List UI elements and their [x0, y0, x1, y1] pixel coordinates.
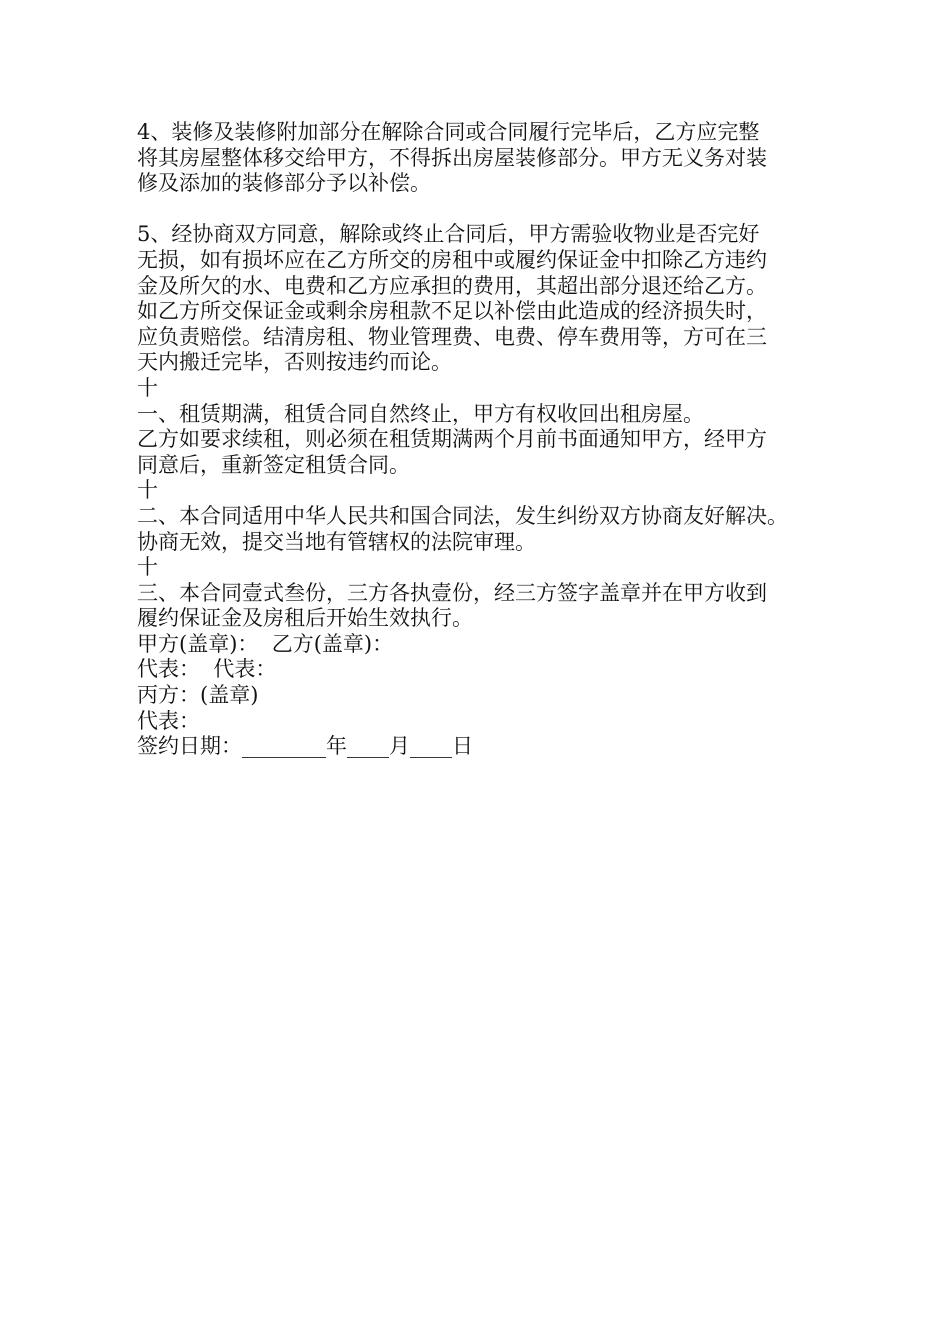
clause-13-line: 履约保证金及房租后开始生效执行。: [137, 606, 473, 631]
clause-12-line: 协商无效，提交当地有管辖权的法院审理。: [137, 529, 536, 554]
signature-representative-c: 代表：: [137, 708, 200, 733]
clause-12: [137, 478, 827, 555]
paragraph-gap: [137, 197, 827, 223]
signature-party-c: 丙方：(盖章): [137, 683, 259, 708]
signature-block: [137, 632, 827, 760]
clause-5-line: 如乙方所交保证金或剩余房租款不足以补偿由此造成的经济损失时，: [137, 299, 767, 324]
clause-5-line: 天内搬迁完毕，否则按违约而论。: [137, 350, 452, 375]
clause-11-line: 同意后，重新签定租赁合同。: [137, 452, 410, 477]
clause-13-line: 三、本合同壹式叁份，三方各执壹份，经三方签字盖章并在甲方收到: [137, 580, 767, 605]
clause-5: [137, 222, 827, 376]
signature-representatives: 代表： 代表：: [137, 657, 277, 682]
contract-body: [137, 120, 827, 760]
signing-date: 签约日期：________年____月____日: [137, 734, 473, 759]
clause-5-line: 应负责赔偿。结清房租、物业管理费、电费、停车费用等，方可在三: [137, 324, 767, 349]
clause-4-line: 修及添加的装修部分予以补偿。: [137, 171, 431, 196]
clause-4: [137, 120, 827, 197]
clause-13: [137, 555, 827, 632]
signature-party-a-b: 甲方(盖章)： 乙方(盖章)：: [137, 631, 394, 656]
clause-11-line: 十: [137, 375, 158, 400]
clause-5-line: 无损，如有损坏应在乙方所交的房租中或履约保证金中扣除乙方违约: [137, 247, 767, 272]
clause-12-line: 二、本合同适用中华人民共和国合同法，发生纠纷双方协商友好解决。: [137, 503, 788, 528]
clause-12-line: 十: [137, 478, 158, 503]
clause-11-line: 乙方如要求续租，则必须在租赁期满两个月前书面通知甲方，经甲方: [137, 427, 767, 452]
clause-11: [137, 376, 827, 478]
clause-4-line: 4、装修及装修附加部分在解除合同或合同履行完毕后，乙方应完整: [137, 120, 760, 144]
clause-4-line: 将其房屋整体移交给甲方，不得拆出房屋装修部分。甲方无义务对装: [137, 145, 767, 170]
clause-13-line: 十: [137, 555, 158, 580]
clause-5-line: 金及所欠的水、电费和乙方应承担的费用，其超出部分退还给乙方。: [137, 273, 767, 298]
clause-5-line: 5、经协商双方同意，解除或终止合同后，甲方需验收物业是否完好: [137, 222, 760, 247]
clause-11-line: 一、租赁期满，租赁合同自然终止，甲方有权收回出租房屋。: [137, 401, 704, 426]
